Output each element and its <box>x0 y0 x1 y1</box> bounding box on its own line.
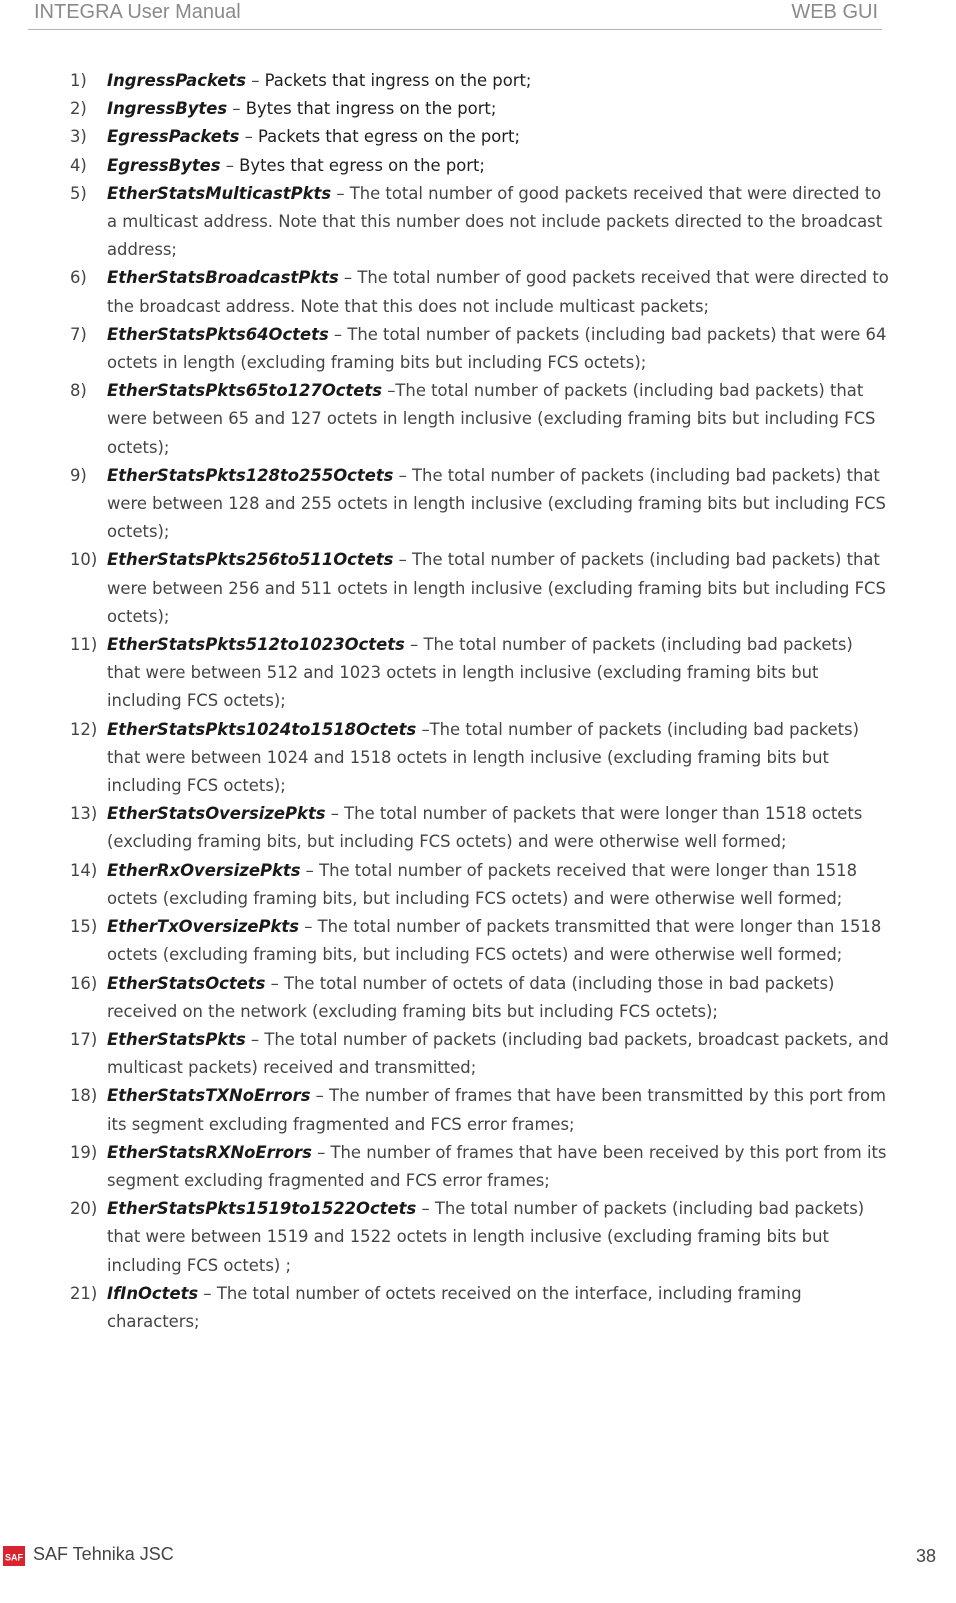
counter-description: The total number of good packets received that were directed to the broadcast address. Note that this does not include multicast packets; <box>107 268 889 316</box>
term-separator: – <box>300 860 314 880</box>
counter-term: EtherStatsPkts128to255Octets <box>107 465 394 485</box>
counter-description: The total number of packets (including bad packets) that were between 1024 and 1518 octets in length inclusive (excluding framing bits but including FCS octets); <box>107 719 859 796</box>
list-item <box>70 264 890 320</box>
list-item <box>70 1139 890 1195</box>
page-footer <box>0 1542 956 1572</box>
list-item-number: 5) <box>70 183 87 203</box>
term-separator: – <box>239 127 253 147</box>
counter-term: EgressBytes <box>107 155 221 175</box>
list-item <box>70 716 890 801</box>
list-item <box>70 152 890 180</box>
term-separator: – <box>338 268 353 288</box>
counter-term: EtherStatsTXNoErrors <box>107 1086 311 1106</box>
counter-description: The total number of packets (including bad packets) that were between 256 and 511 octets in length inclusive (excluding framing bits but including FCS octets); <box>107 550 886 626</box>
counter-description: The total number of packets (including bad packets, broadcast packets, and multicast packets) received and transmitted; <box>107 1029 889 1078</box>
term-separator: – <box>328 324 343 344</box>
list-item-number: 19) <box>70 1142 98 1162</box>
counter-description: The total number of packets (including bad packets) that were between 65 and 127 octets in length inclusive (excluding framing bits but including FCS octets); <box>107 381 876 457</box>
counter-term: EtherStatsPkts <box>107 1029 246 1049</box>
term-separator: – <box>325 804 339 824</box>
term-separator: – <box>198 1283 212 1303</box>
list-item-number: 11) <box>70 635 98 655</box>
list-item <box>70 1195 890 1280</box>
list-item-number: 10) <box>70 550 98 570</box>
list-item <box>70 546 890 631</box>
list-item <box>70 1082 890 1138</box>
counter-term: EtherStatsPkts256to511Octets <box>107 550 394 570</box>
list-item-number: 14) <box>70 860 98 880</box>
counter-term: EtherRxOversizePkts <box>107 860 301 880</box>
section-title: WEB GUI <box>791 1 878 23</box>
list-item <box>70 67 890 95</box>
list-item <box>70 913 890 969</box>
svg-text:SAF: SAF <box>5 1552 23 1563</box>
counter-description: The total number of packets (including bad packets) that were between 128 and 255 octets in length inclusive (excluding framing bits but including FCS octets); <box>107 465 886 542</box>
company-name: SAF Tehnika JSC <box>33 1544 174 1564</box>
counter-term: EtherStatsPkts1024to1518Octets <box>107 719 417 739</box>
term-separator: – <box>220 155 234 175</box>
counter-term: EtherStatsRXNoErrors <box>107 1142 312 1162</box>
list-item <box>70 800 890 856</box>
counter-term: EtherStatsPkts65to127Octets <box>107 381 383 401</box>
term-separator: – <box>393 465 407 485</box>
counter-term: EgressPackets <box>107 127 240 147</box>
list-item <box>70 970 890 1026</box>
counter-description: The total number of octets of data (including those in bad packets) received on the network (excluding framing bits but including FCS octets); <box>107 973 835 1021</box>
list-item-number: 4) <box>70 155 87 175</box>
list-item <box>70 462 890 547</box>
term-separator: – <box>245 71 260 90</box>
counter-description: The total number of packets transmitted that were longer than 1518 octets (excluding framing bits, but including FCS octets) and were otherwise well formed; <box>107 917 882 965</box>
list-item-number: 1) <box>70 71 87 90</box>
counter-term: EtherStatsPkts64Octets <box>107 324 329 344</box>
page-header <box>28 0 882 30</box>
list-item <box>70 123 890 151</box>
list-item-number: 20) <box>70 1199 98 1219</box>
counter-term: IfInOctets <box>107 1283 199 1303</box>
term-separator: – <box>265 973 279 993</box>
counter-description: The number of frames that have been received by this port from its segment excluding fragmented and FCS error frames; <box>107 1142 887 1190</box>
counter-description: Bytes that egress on the port; <box>233 155 485 175</box>
term-separator: – <box>299 917 313 937</box>
counter-definition-list <box>70 67 890 1336</box>
list-item <box>70 857 890 913</box>
counter-description: The total number of packets (including bad packets) that were between 512 and 1023 octets in length inclusive (excluding framing bits but including FCS octets); <box>107 635 853 711</box>
counter-description: Packets that egress on the port; <box>252 127 520 147</box>
counter-term: IngressPackets <box>107 71 246 90</box>
counter-description: The number of frames that have been transmitted by this port from its segment excluding fragmented and FCS error frames; <box>107 1086 886 1134</box>
list-item <box>70 377 890 462</box>
counter-term: EtherStatsPkts512to1023Octets <box>107 635 405 655</box>
list-item-number: 17) <box>70 1029 98 1049</box>
term-separator: – <box>382 381 396 401</box>
saf-logo-icon <box>3 1546 25 1566</box>
term-separator: – <box>416 1199 430 1219</box>
term-separator: – <box>331 183 345 203</box>
page-number: 38 <box>915 1546 936 1566</box>
list-item <box>70 631 890 716</box>
counter-description: The total number of good packets received that were directed to a multicast address. Note that this number does not include packets directed to the broadcast address; <box>107 183 883 260</box>
counter-term: EtherStatsOctets <box>107 973 266 993</box>
manual-title: INTEGRA User Manual <box>34 1 241 23</box>
list-item <box>70 1026 890 1082</box>
counter-term: EtherTxOversizePkts <box>107 917 300 937</box>
list-item-number: 9) <box>70 465 87 485</box>
counter-description: The total number of packets (including bad packets) that were 64 octets in length (excluding framing bits but including FCS octets); <box>107 324 887 373</box>
counter-term: EtherStatsMulticastPkts <box>107 183 332 203</box>
list-item-number: 7) <box>70 324 87 344</box>
counter-term: EtherStatsPkts1519to1522Octets <box>107 1199 417 1219</box>
term-separator: – <box>416 719 430 739</box>
list-item <box>70 180 890 265</box>
list-item <box>70 321 890 377</box>
list-item-number: 6) <box>70 268 87 288</box>
counter-description: The total number of octets received on the interface, including framing characters; <box>107 1283 802 1331</box>
list-item-number: 18) <box>70 1086 98 1106</box>
term-separator: – <box>311 1142 326 1162</box>
list-item <box>70 95 890 123</box>
counter-term: EtherStatsOversizePkts <box>107 804 326 824</box>
counter-description: The total number of packets that were longer than 1518 octets (excluding framing bits, but including FCS octets) and were otherwise well formed; <box>107 804 863 852</box>
list-item-number: 15) <box>70 917 98 937</box>
counter-description: The total number of packets (including bad packets) that were between 1519 and 1522 octets in length inclusive (excluding framing bits but including FCS octets) ; <box>107 1199 865 1275</box>
term-separator: – <box>393 550 407 570</box>
term-separator: – <box>404 635 419 655</box>
list-item-number: 13) <box>70 804 98 824</box>
term-separator: – <box>245 1029 260 1049</box>
counter-description: The total number of packets received that were longer than 1518 octets (excluding framing bits, but including FCS octets) and were otherwise well formed; <box>107 860 858 908</box>
list-item-number: 2) <box>70 99 87 119</box>
counter-description: Bytes that ingress on the port; <box>240 99 497 119</box>
list-item-number: 16) <box>70 973 98 993</box>
term-separator: – <box>310 1086 324 1106</box>
list-item <box>70 1280 890 1336</box>
list-item-number: 8) <box>70 381 87 401</box>
counter-description: Packets that ingress on the port; <box>259 71 532 90</box>
counter-term: EtherStatsBroadcastPkts <box>107 268 339 288</box>
list-item-number: 21) <box>70 1283 98 1303</box>
list-item-number: 12) <box>70 719 98 739</box>
counter-term: IngressBytes <box>107 99 228 119</box>
list-item-number: 3) <box>70 127 87 147</box>
term-separator: – <box>227 99 241 119</box>
